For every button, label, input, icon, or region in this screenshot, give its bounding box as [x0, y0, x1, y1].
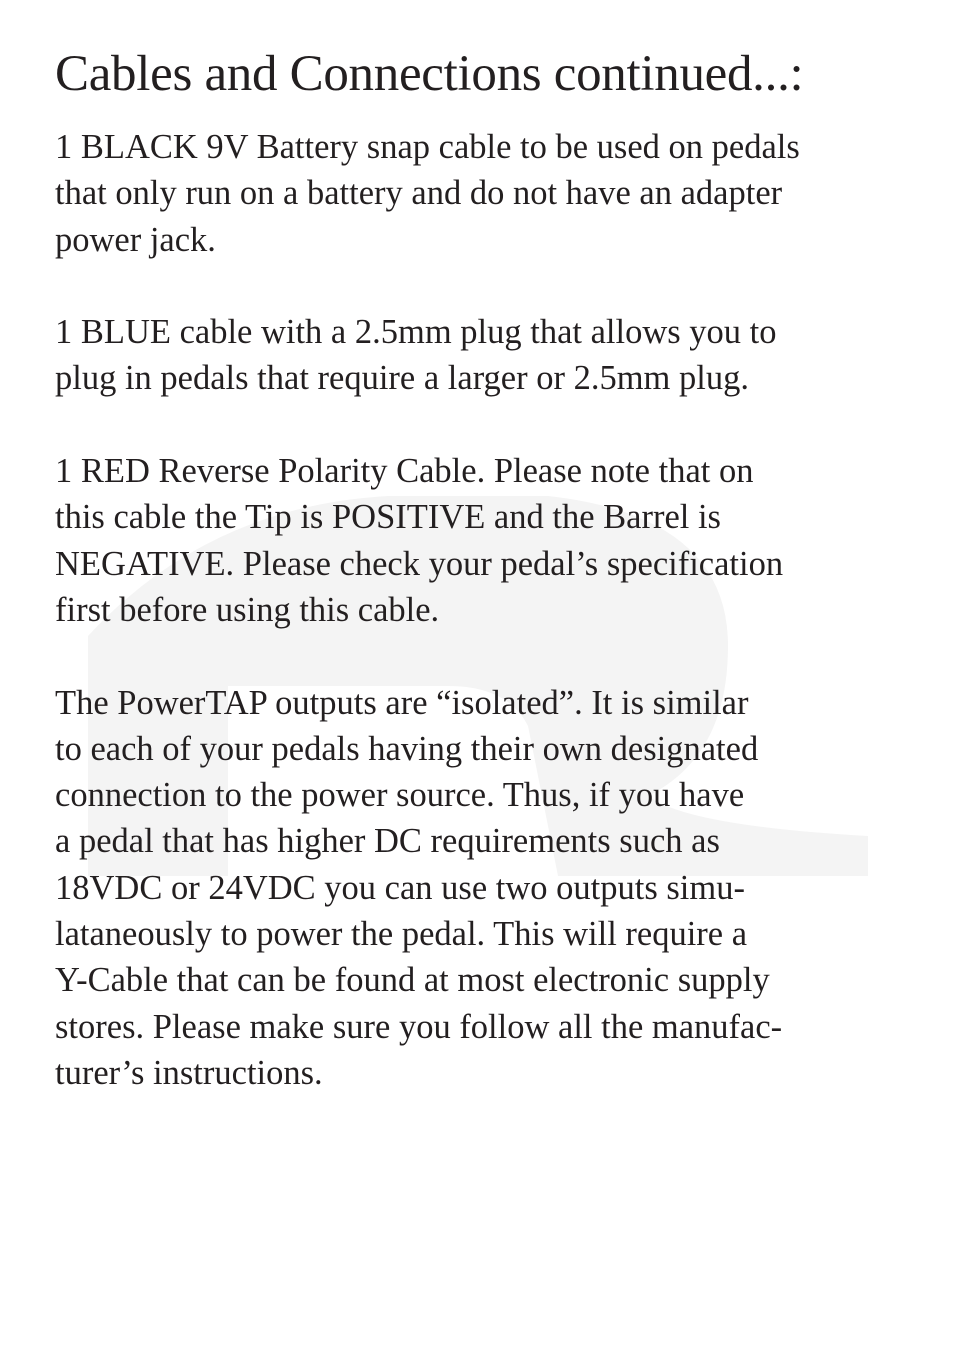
text-line: turer’s instructions.: [55, 1053, 323, 1092]
text-line: 1 BLUE cable with a 2.5mm plug that allows you to: [55, 313, 777, 352]
paragraph-red-reverse-polarity-cable: [55, 448, 925, 633]
text-line: power jack.: [55, 220, 216, 259]
paragraph-blue-cable: [55, 309, 925, 402]
text-line: connection to the power source. Thus, if you have: [55, 776, 745, 815]
text-line: 1 RED Reverse Polarity Cable. Please note that on: [55, 452, 754, 491]
text-line: 1 BLACK 9V Battery snap cable to be used on pedals: [55, 128, 800, 166]
text-line: stores. Please make sure you follow all the manufac-: [55, 1007, 783, 1046]
paragraph-isolated-outputs: [55, 680, 925, 1097]
paragraph-black-battery-cable: [55, 124, 925, 263]
page-content: [55, 44, 925, 1143]
page-title: Cables and Connections continued...:: [55, 46, 804, 102]
text-line: this cable the Tip is POSITIVE and the Barrel is: [55, 498, 721, 537]
text-line: first before using this cable.: [55, 590, 440, 629]
text-line: lataneously to power the pedal. This will require a: [55, 915, 748, 954]
text-line: plug in pedals that require a larger or 2.5mm plug.: [55, 359, 749, 398]
text-line: NEGATIVE. Please check your pedal’s specification: [55, 544, 784, 583]
text-line: Y-Cable that can be found at most electronic supply: [55, 961, 770, 1000]
text-line: to each of your pedals having their own designated: [55, 729, 759, 768]
text-line: a pedal that has higher DC requirements such as: [55, 822, 720, 861]
text-line: 18VDC or 24VDC you can use two outputs simu-: [55, 868, 745, 907]
text-line: The PowerTAP outputs are “isolated”. It is similar: [55, 683, 749, 722]
text-line: that only run on a battery and do not have an adapter: [55, 174, 783, 213]
